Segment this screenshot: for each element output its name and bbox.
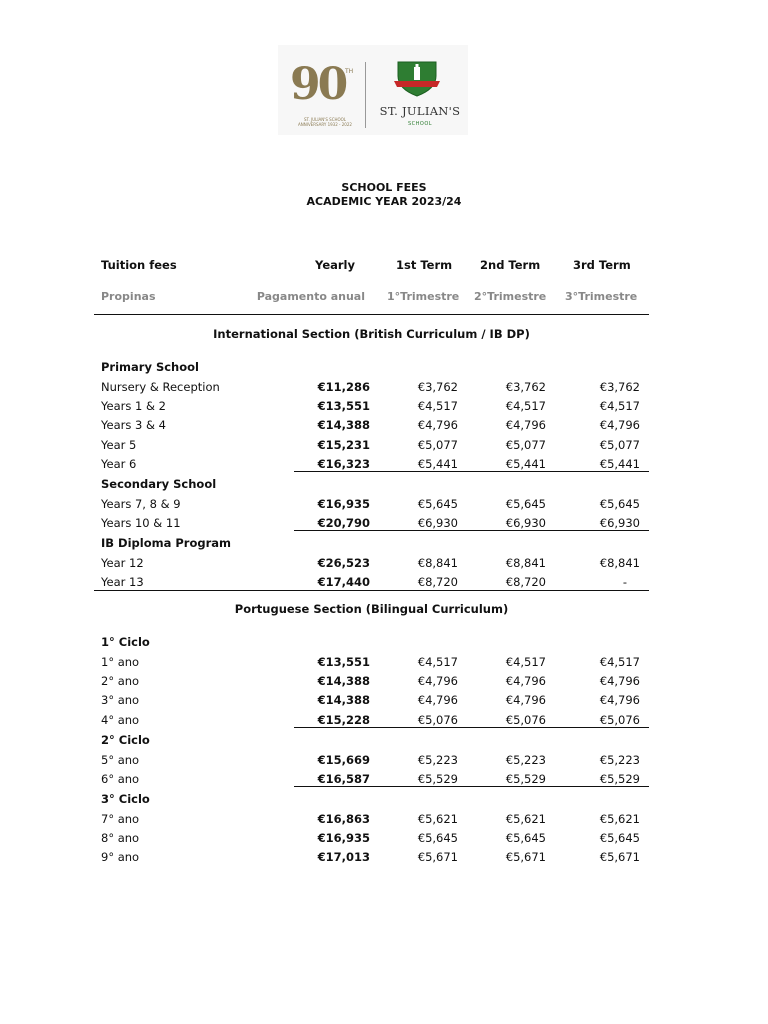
row-label: 7° ano <box>101 812 140 826</box>
term2-fee: €5,645 <box>505 497 546 511</box>
yearly-fee: €20,790 <box>317 516 370 530</box>
table-row <box>0 416 768 435</box>
term2-fee: €6,930 <box>505 516 546 530</box>
header-yearly: Yearly <box>315 258 355 272</box>
row-label: 3° ano <box>101 693 140 707</box>
header-trimestre2: 2°Trimestre <box>474 290 547 303</box>
term3-fee: €6,930 <box>599 516 640 530</box>
anniversary-number: 90 <box>290 59 346 110</box>
yearly-fee: €16,935 <box>317 497 370 511</box>
term3-fee: €4,796 <box>599 418 640 432</box>
header-term1: 1st Term <box>396 258 453 272</box>
group-rule <box>294 471 649 472</box>
table-row <box>0 554 768 573</box>
yearly-fee: €14,388 <box>317 674 370 688</box>
term1-fee: €8,841 <box>417 556 458 570</box>
school-word: SCHOOL <box>407 121 433 127</box>
table-row <box>0 810 768 829</box>
school-crest-icon <box>394 61 440 97</box>
term1-fee: €5,621 <box>417 812 458 826</box>
row-label: Year 13 <box>101 575 144 589</box>
term2-fee: €5,621 <box>505 812 546 826</box>
term3-fee: €5,621 <box>599 812 640 826</box>
header-trimestre3: 3°Trimestre <box>565 290 638 303</box>
term3-fee: €5,529 <box>599 772 640 786</box>
term1-fee: €4,517 <box>417 399 458 413</box>
term1-fee: €5,076 <box>417 713 458 727</box>
group-heading <box>0 534 768 553</box>
row-label: 8° ano <box>101 831 140 845</box>
header-trimestre1: 1°Trimestre <box>387 290 460 303</box>
table-row <box>0 672 768 691</box>
term1-fee: €5,077 <box>417 438 458 452</box>
term3-fee: €5,223 <box>599 753 640 767</box>
term1-fee: €5,441 <box>417 457 458 471</box>
section-title-portuguese: Portuguese Section (Bilingual Curriculum) <box>234 602 509 616</box>
term2-fee: €4,517 <box>505 399 546 413</box>
yearly-fee: €15,228 <box>317 713 370 727</box>
row-label: 4° ano <box>101 713 140 727</box>
group-rule <box>294 530 649 531</box>
logo-divider <box>365 62 366 128</box>
yearly-fee: €16,587 <box>317 772 370 786</box>
row-label: Years 1 & 2 <box>101 399 166 413</box>
row-label: 2° ano <box>101 674 140 688</box>
row-label: Year 6 <box>101 457 137 471</box>
row-label: Years 7, 8 & 9 <box>101 497 181 511</box>
term3-fee: €5,076 <box>599 713 640 727</box>
table-row <box>0 653 768 672</box>
term2-fee: €5,645 <box>505 831 546 845</box>
group-heading <box>0 731 768 750</box>
yearly-fee: €26,523 <box>317 556 370 570</box>
term1-fee: €5,671 <box>417 850 458 864</box>
table-row <box>0 751 768 770</box>
term1-fee: €5,529 <box>417 772 458 786</box>
term2-fee: €8,720 <box>505 575 546 589</box>
term2-fee: €5,076 <box>505 713 546 727</box>
term2-fee: €5,529 <box>505 772 546 786</box>
term1-fee: €4,796 <box>417 418 458 432</box>
table-row <box>0 691 768 710</box>
anniversary-suffix: TH <box>345 68 354 75</box>
section-title-international: International Section (British Curriculum / IB DP) <box>213 327 530 341</box>
term2-fee: €3,762 <box>505 380 546 394</box>
yearly-fee: €13,551 <box>317 655 370 669</box>
term2-fee: €4,517 <box>505 655 546 669</box>
term3-fee: €5,645 <box>599 831 640 845</box>
term1-fee: €4,796 <box>417 674 458 688</box>
group-rule <box>294 786 649 787</box>
term1-fee: €5,645 <box>417 831 458 845</box>
yearly-fee: €15,669 <box>317 753 370 767</box>
header-propinas: Propinas <box>101 290 156 303</box>
row-label: 9° ano <box>101 850 140 864</box>
term2-fee: €4,796 <box>505 693 546 707</box>
header-term2: 2nd Term <box>480 258 541 272</box>
row-label: Years 3 & 4 <box>101 418 166 432</box>
row-label: Year 5 <box>101 438 137 452</box>
term3-fee: €5,077 <box>599 438 640 452</box>
group-name: IB Diploma Program <box>101 536 232 550</box>
term3-fee: €4,517 <box>599 655 640 669</box>
term2-fee: €5,077 <box>505 438 546 452</box>
row-label: Nursery & Reception <box>101 380 220 394</box>
term3-fee: €4,517 <box>599 399 640 413</box>
yearly-fee: €13,551 <box>317 399 370 413</box>
group-heading <box>0 475 768 494</box>
row-label: 5° ano <box>101 753 140 767</box>
term2-fee: €5,671 <box>505 850 546 864</box>
row-label: Year 12 <box>101 556 144 570</box>
row-label: Years 10 & 11 <box>101 516 181 530</box>
group-name: 1° Ciclo <box>101 635 150 649</box>
term3-fee: €5,645 <box>599 497 640 511</box>
school-name: ST. JULIAN'S <box>379 104 461 118</box>
table-row <box>0 397 768 416</box>
yearly-fee: €16,863 <box>317 812 370 826</box>
group-heading <box>0 633 768 652</box>
document-subtitle: ACADEMIC YEAR 2023/24 <box>306 195 462 208</box>
term2-fee: €4,796 <box>505 674 546 688</box>
term2-fee: €4,796 <box>505 418 546 432</box>
yearly-fee: €16,935 <box>317 831 370 845</box>
term3-fee: €3,762 <box>599 380 640 394</box>
group-name: 3° Ciclo <box>101 792 150 806</box>
term3-fee: €4,796 <box>599 693 640 707</box>
header-tuition-fees: Tuition fees <box>101 258 177 272</box>
term2-fee: €8,841 <box>505 556 546 570</box>
table-row <box>0 436 768 455</box>
term3-fee: €4,796 <box>599 674 640 688</box>
yearly-fee: €16,323 <box>317 457 370 471</box>
term3-fee: €5,441 <box>599 457 640 471</box>
yearly-fee: €14,388 <box>317 693 370 707</box>
term1-fee: €6,930 <box>417 516 458 530</box>
group-name: Primary School <box>101 360 199 374</box>
term1-fee: €4,796 <box>417 693 458 707</box>
yearly-fee: €15,231 <box>317 438 370 452</box>
yearly-fee: €17,440 <box>317 575 370 589</box>
yearly-fee: €14,388 <box>317 418 370 432</box>
row-label: 1° ano <box>101 655 140 669</box>
term1-fee: €4,517 <box>417 655 458 669</box>
header-rule <box>94 314 649 315</box>
header-pagamento-anual: Pagamento anual <box>256 290 365 303</box>
table-row <box>0 495 768 514</box>
group-name: 2° Ciclo <box>101 733 150 747</box>
group-heading <box>0 358 768 377</box>
table-row <box>0 378 768 397</box>
table-row <box>0 848 768 867</box>
document-title: SCHOOL FEES <box>341 181 427 194</box>
group-name: Secondary School <box>101 477 217 491</box>
term3-fee: - <box>622 575 627 589</box>
school-logo <box>278 45 468 135</box>
row-label: 6° ano <box>101 772 140 786</box>
term1-fee: €3,762 <box>417 380 458 394</box>
term2-fee: €5,441 <box>505 457 546 471</box>
term1-fee: €8,720 <box>417 575 458 589</box>
term3-fee: €5,671 <box>599 850 640 864</box>
header-term3: 3rd Term <box>573 258 631 272</box>
term1-fee: €5,223 <box>417 753 458 767</box>
term1-fee: €5,645 <box>417 497 458 511</box>
group-heading <box>0 790 768 809</box>
group-rule <box>294 727 649 728</box>
term3-fee: €8,841 <box>599 556 640 570</box>
anniversary-text: ST. JULIAN'S SCHOOL ANNIVERSARY 1932 - 2022 <box>298 117 352 127</box>
term2-fee: €5,223 <box>505 753 546 767</box>
yearly-fee: €17,013 <box>317 850 370 864</box>
table-row <box>0 829 768 848</box>
section-rule <box>94 590 649 591</box>
yearly-fee: €11,286 <box>317 380 370 394</box>
